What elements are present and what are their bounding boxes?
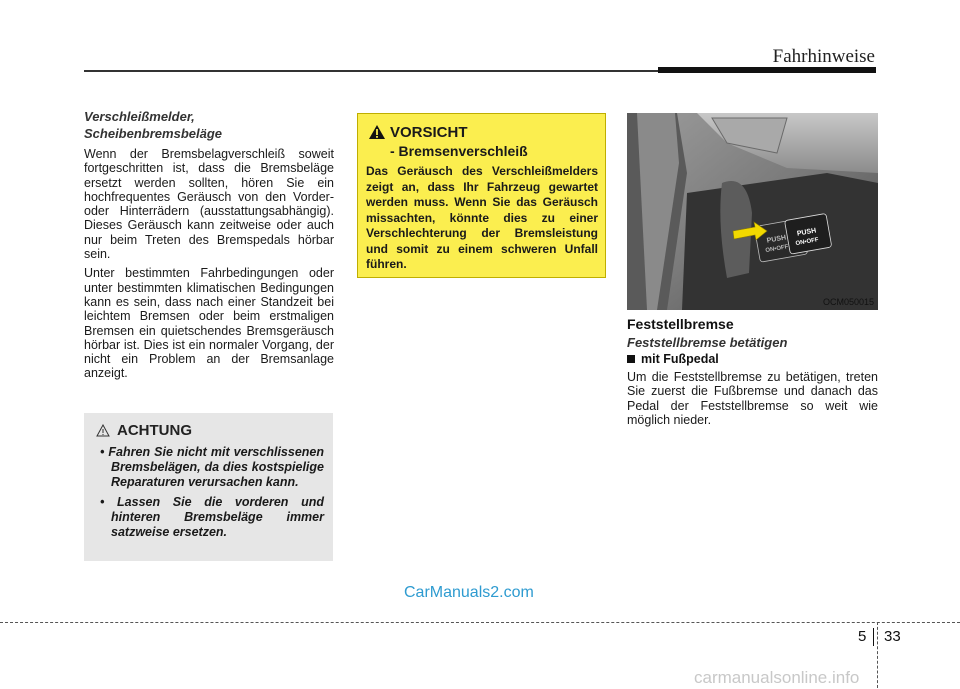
page-header-title: Fahrhinweise [772,46,875,67]
wear-indicator-heading [84,108,334,142]
parking-brake-bullet [627,352,719,366]
page-number: 33 [884,628,901,645]
caution-triangle-icon [96,424,110,441]
wear-indicator-paragraph-1: Wenn der Bremsbelagverschleiß soweit fortgeschritten ist, dass die Bremsbeläge ersetzt werden sollten, hören Sie ein hochfrequentes Geräusch von den Vorder- oder Hinterrädern (ausstattungsabhängig). Dieses Geräusch kann zeitweise oder auch nur beim Treten des Bremspedals hörbar sein. [84,147,334,262]
site-footer-watermark: carmanualsonline.info [694,668,860,687]
parking-brake-subtitle: Feststellbremse betätigen [627,335,788,350]
photo-code: OCM050015 [822,297,874,307]
left-column [84,108,334,386]
warning-triangle-icon [368,124,386,145]
caution-title [96,422,192,441]
wear-indicator-heading-line1: Verschleißmelder, [84,109,195,124]
caution-item: • Fahren Sie nicht mit verschlissenen Bremsbelägen, da dies kostspielige Reparaturen verursachen kann. [100,445,324,489]
parking-brake-bullet-text: mit Fußpedal [641,352,719,366]
chapter-number: 5 [858,628,867,645]
caution-list [100,445,324,545]
pedal-label-left: ON•OFF [765,244,789,255]
watermark-link[interactable]: CarManuals2.com [404,584,534,601]
caution-item: • Lassen Sie die vorderen und hinteren Bremsbeläge immer satzweise ersetzen. [100,495,324,539]
header-rule-accent [658,67,876,73]
pedal-label-right: ON•OFF [795,237,820,248]
parking-brake-paragraph: Um die Feststellbremse zu betätigen, treten Sie zuerst die Fußbremse und danach das Pedal der Feststellbremse so weit wie möglich nieder. [627,370,878,427]
wear-indicator-paragraph-2: Unter bestimmten Fahrbedingungen oder unter bestimmten klimatischen Bedingungen kann es sein, dass nach einer Standzeit bei leichtem Bremsen oder beim erstmaligen Bremsen ein quietschendes Bremsgeräusch hörbar ist. Dies ist ein normaler Vorgang, der nicht ein Problem an der Bremsanlage anzeigt. [84,266,334,381]
footer-rule [0,622,960,623]
page-number-divider [873,628,874,646]
warning-subtitle: - Bremsenverschleiß [390,143,528,159]
header-rule [84,70,660,72]
parking-brake-photo [627,113,878,310]
square-bullet-icon [627,355,635,363]
pedal-label-right: PUSH [796,227,817,238]
warning-title: VORSICHT [390,124,468,141]
caution-title-text: ACHTUNG [117,422,192,439]
parking-brake-illustration [627,113,878,310]
wear-indicator-heading-line2: Scheibenbremsbeläge [84,126,222,141]
footer-vertical-rule [877,622,878,688]
warning-body: Das Geräusch des Verschleißmelders zeigt an, dass Ihr Fahrzeug gewartet werden muss. Wenn Sie das Geräusch missachten, könnte dies zu einer Verschlechterung der Bremsleistung und somit zu einem schweren Unfall führen. [366,164,598,271]
warning-box [357,113,606,278]
pedal-label-left: PUSH [766,234,787,245]
parking-brake-title: Feststellbremse [627,316,734,332]
caution-box [84,413,333,561]
